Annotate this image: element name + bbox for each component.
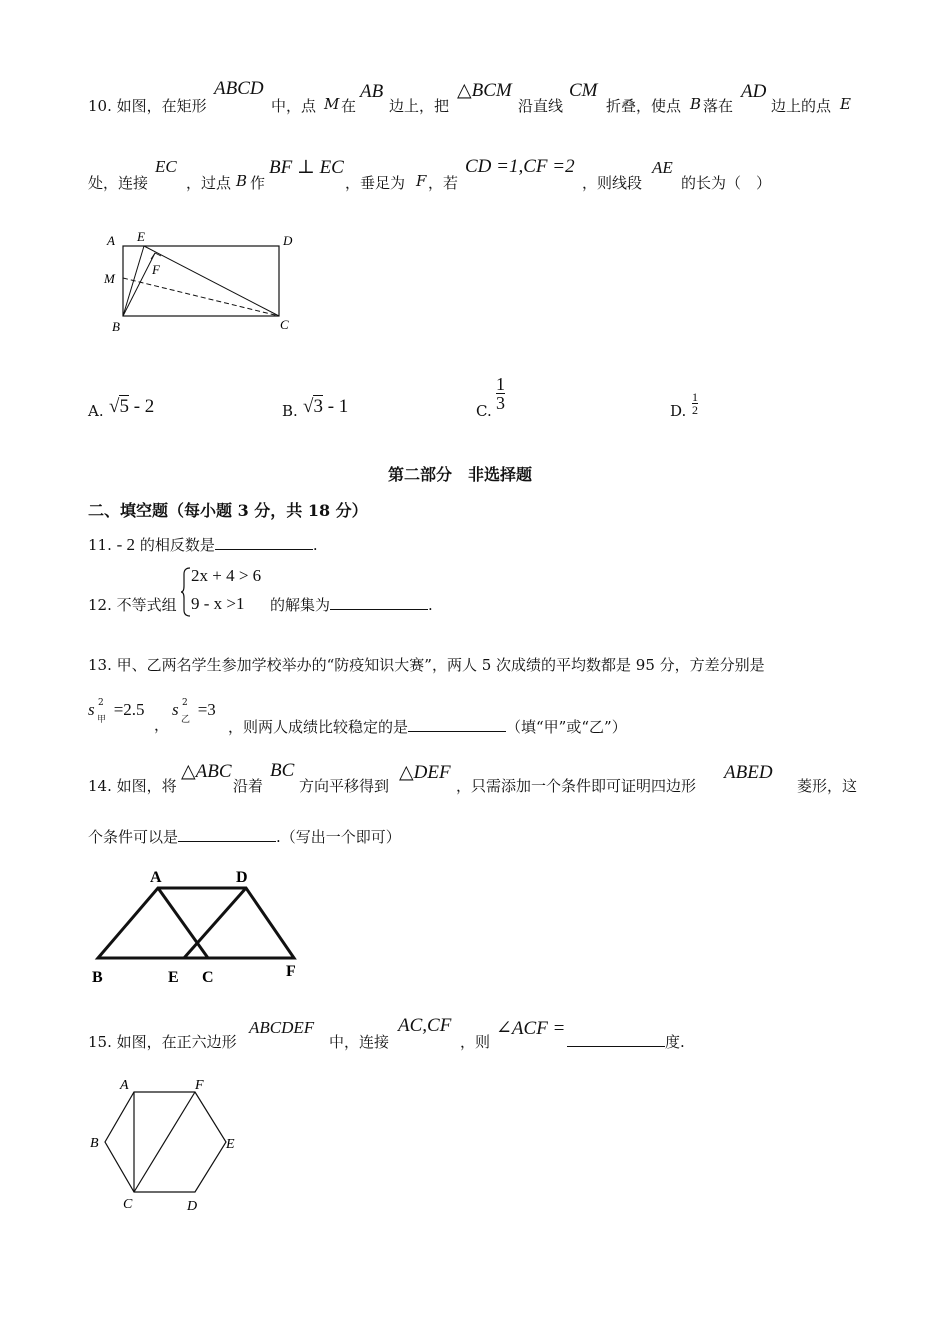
text: 边上，把 xyxy=(389,97,450,115)
text: 处，连接 xyxy=(88,174,149,192)
triangle-abc: △ABC xyxy=(181,761,232,782)
text: 中，点 xyxy=(271,97,317,115)
label-c: C xyxy=(280,317,289,332)
label-a: A xyxy=(107,233,115,248)
perpendicular-expr: BF ⊥ EC xyxy=(269,157,344,178)
angle-acf: ∠ACF = xyxy=(496,1018,566,1039)
hexagon xyxy=(105,1092,226,1192)
text: 作 xyxy=(250,174,266,192)
label-m: M xyxy=(104,271,115,286)
point-e: E xyxy=(840,95,851,113)
option-a-expr: √5 - 2 xyxy=(109,396,155,417)
q11: 11. - 2 的相反数是 . xyxy=(88,535,318,554)
segment-ac xyxy=(158,888,208,958)
segment-ae: AE xyxy=(652,158,673,177)
point-m: M xyxy=(324,95,340,113)
segment-bc: BC xyxy=(270,760,295,781)
label-d: D xyxy=(236,869,248,886)
inequality-2: 9 - x >1 xyxy=(191,594,245,613)
label-d: D xyxy=(187,1199,198,1214)
inequality-1: 2x + 4 > 6 xyxy=(191,566,262,585)
option-b-expr: √3 - 1 xyxy=(303,396,349,417)
option-a: A. xyxy=(88,402,104,420)
option-b: B. xyxy=(282,402,298,420)
text: ，则线段 xyxy=(582,174,643,192)
segment-ec: EC xyxy=(155,157,177,176)
label-f: F xyxy=(195,1078,204,1093)
label-e: E xyxy=(137,229,145,244)
q13-variance-2: s 2 乙 =3 xyxy=(172,698,216,725)
rectangle-abcd xyxy=(123,246,279,316)
point-b: B xyxy=(690,95,702,113)
segment-ab: AB xyxy=(360,81,384,102)
label-f: F xyxy=(152,262,160,277)
text: ，只需添加一个条件即可证明四边形 xyxy=(456,777,697,795)
quad-abed: ABED xyxy=(724,762,773,783)
point-b: B xyxy=(236,172,248,190)
q15-figure xyxy=(85,1072,245,1214)
segment-cm-dashed xyxy=(123,278,279,316)
text: 方向平移得到 xyxy=(299,777,390,795)
triangle-def: △DEF xyxy=(399,762,451,783)
segment-ec xyxy=(144,246,279,316)
text: 边上的点 xyxy=(771,97,832,115)
triangle-bcm: △BCM xyxy=(457,80,512,101)
condition-expr: CD =1,CF =2 xyxy=(465,156,575,177)
text: 落在 xyxy=(703,97,734,115)
option-d-frac: $\frac{1}{2}$ xyxy=(692,390,698,417)
text: 折叠，使点 xyxy=(606,97,682,115)
option-d: D. xyxy=(670,402,687,420)
label-c: C xyxy=(123,1197,133,1212)
q12-rest: 的解集为 . xyxy=(270,596,433,614)
segment-cf xyxy=(134,1092,195,1192)
point-f: F xyxy=(416,172,427,190)
q10-figure xyxy=(95,225,310,337)
q13-line1: 13. 甲、乙两名学生参加学校举办的“防疫知识大赛”，两人 5 次成绩的平均数都是 95 分，方差分别是 xyxy=(88,656,765,674)
segments-ac-cf: AC,CF xyxy=(398,1015,452,1036)
text: 菱形，这 xyxy=(797,777,858,795)
text: ，若 xyxy=(428,174,459,192)
q10-line1: 10. 如图，在矩形 xyxy=(88,97,207,115)
label-e: E xyxy=(226,1137,235,1152)
q15-rest: 度. xyxy=(567,1031,685,1052)
text: ，垂足为 xyxy=(345,174,406,192)
label-b: B xyxy=(90,1136,99,1151)
text: 在 xyxy=(341,97,357,115)
rect-abcd: ABCD xyxy=(214,78,264,99)
text: 中，连接 xyxy=(329,1033,390,1051)
q13-comma: ， xyxy=(154,716,170,734)
text: ，则 xyxy=(460,1033,491,1051)
text: 沿着 xyxy=(233,777,264,795)
segment-de xyxy=(184,888,246,958)
label-a: A xyxy=(120,1078,129,1093)
hexagon-abcdef: ABCDEF xyxy=(249,1018,315,1037)
section2-title: 二、填空题（每小题 3 分，共 18 分） xyxy=(88,501,368,520)
option-c-frac: $\frac{1}{3}$ xyxy=(496,374,505,413)
label-f: F xyxy=(286,963,296,980)
text: 沿直线 xyxy=(518,97,564,115)
line-cm: CM xyxy=(569,80,598,101)
q13-rest: ，则两人成绩比较稳定的是 （填“甲”或“乙”） xyxy=(228,718,627,736)
label-b: B xyxy=(112,319,120,334)
label-e: E xyxy=(168,969,179,986)
label-d: D xyxy=(283,233,293,248)
label-b: B xyxy=(92,969,103,986)
q13-variance-1: s 2 甲 =2.5 xyxy=(88,698,145,725)
q15-num: 15. 如图，在正六边形 xyxy=(88,1033,237,1051)
q14-figure xyxy=(88,862,318,992)
part2-title: 第二部分 非选择题 xyxy=(388,465,533,484)
text: 的长为（ ） xyxy=(681,174,772,192)
q12-num: 12. 不等式组 xyxy=(88,596,177,614)
trapezoid xyxy=(98,888,294,958)
segment-ad: AD xyxy=(741,81,767,102)
q14-num: 14. 如图，将 xyxy=(88,777,177,795)
text: ，过点 xyxy=(186,174,232,192)
label-c: C xyxy=(202,969,214,986)
option-c: C. xyxy=(476,402,492,420)
q14-line2: 个条件可以是 .（写出一个即可） xyxy=(88,828,401,846)
label-a: A xyxy=(150,869,162,886)
